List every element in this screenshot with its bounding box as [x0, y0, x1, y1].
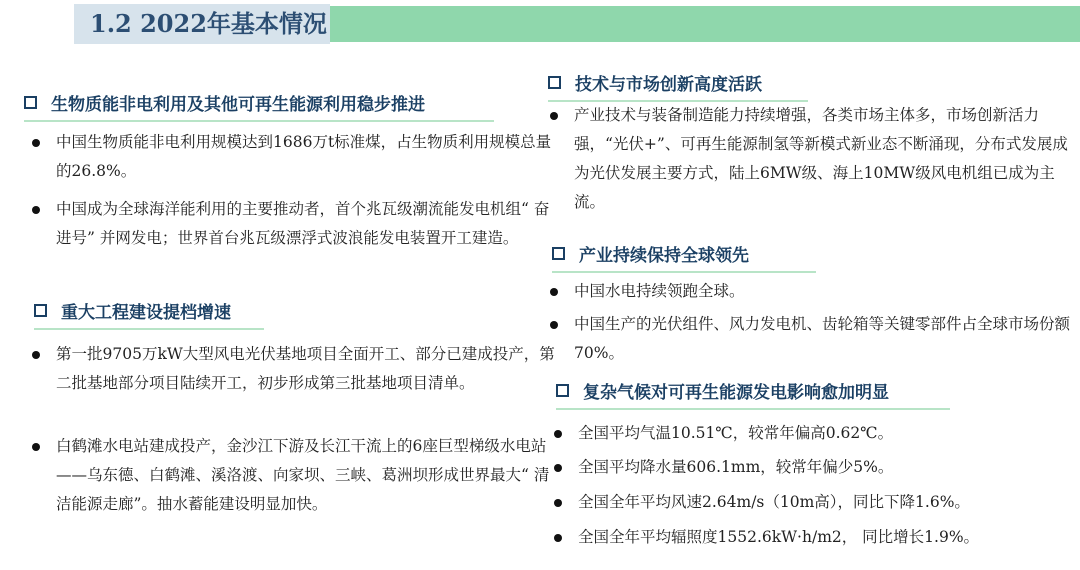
section-heading-industry — [552, 241, 816, 273]
section-heading-projects — [34, 298, 264, 330]
list-item-text: 中国成为全球海洋能利用的主要推动者，首个兆瓦级潮流能发电机组“ 奋进号” 并网发电；世界首台兆瓦级漂浮式波浪能发电装置开工建造。 — [56, 200, 550, 247]
section-heading-text: 技术与市场创新高度活跃 — [575, 75, 762, 95]
checkbox-icon — [556, 384, 569, 397]
header-accent-band — [330, 6, 1080, 42]
list-item-text: 中国生产的光伏组件、风力发电机、齿轮箱等关键零部件占全球市场份额70%。 — [574, 315, 1071, 362]
bullet-dot-icon — [554, 499, 562, 507]
list-item-text: 中国水电持续领跑全球。 — [574, 282, 745, 300]
list-item — [548, 101, 1074, 217]
checkbox-icon — [34, 304, 47, 317]
list-item-text: 白鹤滩水电站建成投产，金沙江下游及长江干流上的6座巨型梯级水电站——乌东德、白鹤滩、溪洛渡、向家坝、三峡、葛洲坝形成世界最大“ 清洁能源走廊”。抽水蓄能建设明显加快。 — [56, 437, 550, 513]
section-heading-climate — [556, 378, 950, 410]
list-item — [552, 523, 1078, 552]
list-item-text: 全国全年平均风速2.64m/s（10m高），同比下降1.6%。 — [578, 493, 970, 511]
list-item — [552, 488, 1078, 517]
checkbox-icon — [24, 96, 37, 109]
list-item-text: 中国生物质能非电利用规模达到1686万t标准煤，占生物质利用规模总量的26.8%。 — [56, 133, 552, 180]
bullet-dot-icon — [550, 321, 558, 329]
section-heading-text: 重大工程建设提档增速 — [61, 303, 231, 323]
list-item-text: 第一批9705万kW大型风电光伏基地项目全面开工、部分已建成投产，第二批基地部分项目陆续开工，初步形成第三批基地项目清单。 — [56, 345, 555, 392]
list-item-text: 产业技术与装备制造能力持续增强，各类市场主体多，市场创新活力强，“光伏+”、可再生能源制氢等新模式新业态不断涌现，分布式发展成为光伏发展主要方式，陆上6MW级、海上10MW级风电机组已成为主流。 — [574, 106, 1068, 211]
bullet-dot-icon — [32, 139, 40, 147]
list-item — [548, 310, 1074, 368]
bullet-dot-icon — [32, 206, 40, 214]
checkbox-icon — [548, 76, 561, 89]
bullet-dot-icon — [32, 351, 40, 359]
checkbox-icon — [552, 247, 565, 260]
section-heading-text: 复杂气候对可再生能源发电影响愈加明显 — [583, 383, 889, 403]
section-heading-text: 产业持续保持全球领先 — [579, 246, 749, 266]
bullet-dot-icon — [32, 443, 40, 451]
section-heading-innovation — [548, 70, 808, 102]
bullet-dot-icon — [554, 464, 562, 472]
list-item — [552, 419, 1078, 448]
bullet-dot-icon — [554, 534, 562, 542]
page-title: 1.2 2022年基本情况 — [90, 9, 327, 38]
section-heading-biomass — [24, 90, 494, 122]
list-item — [30, 195, 556, 253]
bullet-dot-icon — [550, 288, 558, 296]
bullet-dot-icon — [550, 112, 558, 120]
section-heading-text: 生物质能非电利用及其他可再生能源利用稳步推进 — [51, 95, 425, 115]
list-item — [552, 453, 1078, 482]
list-item-text: 全国平均气温10.51℃，较常年偏高0.62℃。 — [578, 424, 894, 442]
list-item — [30, 128, 556, 186]
list-item-text: 全国全年平均辐照度1552.6kW·h/m2， 同比增长1.9%。 — [578, 528, 980, 546]
bullet-dot-icon — [554, 430, 562, 438]
list-item — [30, 432, 556, 519]
list-item — [548, 277, 1074, 306]
list-item — [30, 340, 556, 398]
list-item-text: 全国平均降水量606.1mm，较常年偏少5%。 — [578, 458, 894, 476]
header-bar — [0, 0, 1080, 48]
